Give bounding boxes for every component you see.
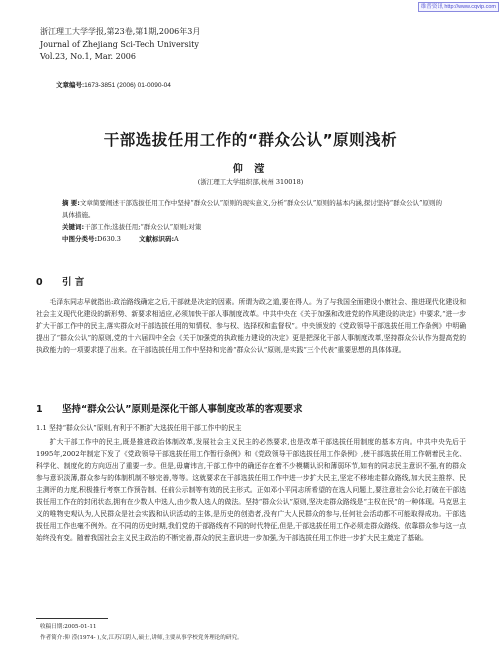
intro-paragraph: 毛泽东同志早就指出:政治路线确定之后,干部就是决定的因素。所谓为政之道,要在得人。为了与我国全面建设小康社会、推进现代化建设和社会主义现代化建设的新形势、新要求相适应,必须加快干部人事制度改革。中共中央在《关于加强和改进党的作风建设的决定》中要求,“进一步扩大干部工作中的民主,落实群众对干部选拔任用的知情权、参与权、选择权和监督权”。中央颁发的《党政领导干部选拔任用工作条例》中明确提出了“群众公认”的原则,党的十六届四中全会《关于加强党的执政能力建设的决定》更是把深化干部人事制度改革,坚持群众公认作为提高党的执政能力的一项要求提了出来。在干部选拔任用工作中坚持和完善“群众公认”原则,是实践“三个代表”重要思想的具体体现。 (36, 298, 466, 354)
clc-value: D630.3 (97, 235, 121, 243)
journal-vol-line: Vol.23, No.1, Mar. 2006 (40, 52, 136, 61)
received-date: 收稿日期:2005-01-11 (40, 624, 97, 630)
keywords-text: 干部工作;选拔任用;“群众公认”原则;对策 (84, 223, 202, 231)
watermark: 维普资讯 http://www.cqvip.com (418, 2, 499, 12)
section-heading-1 (36, 401, 303, 415)
subsection-heading-1-1: 1.1 坚持“群众公认”原则,有利于不断扩大选拔任用干部工作中的民主 (36, 424, 242, 432)
abstract-paragraph (62, 197, 442, 221)
abstract-label: 摘 要: (62, 199, 80, 207)
clc-label: 中图分类号: (62, 235, 98, 243)
section-number: 1 (36, 404, 43, 415)
article-number (56, 80, 171, 89)
section-number: 0 (36, 277, 43, 288)
section-title: 坚持“群众公认”原则是深化干部人事制度改革的客观要求 (62, 404, 303, 415)
section-title: 引 言 (62, 277, 85, 288)
journal-en-line: Journal of Zhejiang Sci-Tech University (40, 39, 199, 49)
article-number-value: 1673-3851 (2006) 01-0090-04 (84, 82, 171, 89)
keywords-label: 关键词: (62, 223, 85, 231)
journal-info (40, 26, 200, 64)
subsection-1-1-paragraph: 扩大干部工作中的民主,既是推进政治体制改革,发展社会主义民主的必然要求,也是改革干部选拔任用制度的基本方向。中共中央先后于1995年,2002年制定下发了《党政领导干部选拔任用工作暂行条例》和《党政领导干部选拔任用工作条例》,使干部选拔任用工作朝着民主化、科学化、制度化的方向迈出了重要一步。但是,毋庸讳言,干部工作中的确还存在着不少模糊认识和薄弱环节,如有的同志民主意识不强,有的群众参与意识淡薄,群众参与的体制机制不够完善,等等。这就要求在干部选拔任用工作中进一步扩大民主,坚定不移地走群众路线,加大民主推荐、民主测评的力度,积极推行考察工作预告制、任前公示制等有效的民主形式。正如邓小平同志所希望的在选人问题上,要注意社会公论,打破在干部选拔任用工作在的封闭状态,拥有在少数人中选人,由少数人选人的做法。坚持“群众公认”原则,坚决走群众路线是“主权在民”的一种体现。马克思主义的唯物史观认为,人民群众是社会实践和认识活动的主体,是历史的创造者,没有广大人民群众的参与,任何社会活动都不可能取得成功。干部选拔任用工作也毫不例外。在不同的历史时期,我们党的干部路线有不同的时代特征,但是,干部选拔任用工作必须走群众路线、依靠群众参与这一点始终没有变。随着我国社会主义民主政治的不断完善,群众的民主意识进一步加强,为干部选拔任用工作进一步扩大民主奠定了基础。 (36, 438, 466, 542)
keywords-line (62, 221, 442, 233)
abstract-text: 文章简要阐述干部选拔任用工作中坚持“群众公认”原则的现实意义,分析“群众公认”原则的基本内涵,探讨坚持“群众公认”原则的具体措施。 (62, 199, 442, 219)
author-bio: 作者简介:仰 滢(1974- ),女,江苏江阴人,硕士,讲师,主要从事学校党务理论的研究。 (40, 635, 243, 641)
doc-code-value: A (174, 235, 179, 243)
author-affiliation: (浙江理工大学组织部,杭州 310018) (197, 178, 304, 186)
author-name: 仰 滢 (232, 164, 269, 175)
journal-cn-line: 浙江理工大学学报,第23卷,第1期,2006年3月 (40, 27, 201, 36)
section-heading-intro (36, 274, 84, 288)
paper-title: 干部选拔任用工作的“群众公认”原则浅析 (103, 131, 398, 149)
classification-line (62, 233, 442, 245)
abstract-block (62, 197, 442, 245)
doc-code-label: 文献标识码: (138, 235, 175, 243)
article-number-label: 文章编号: (56, 82, 85, 89)
footnote-rule (36, 618, 108, 619)
